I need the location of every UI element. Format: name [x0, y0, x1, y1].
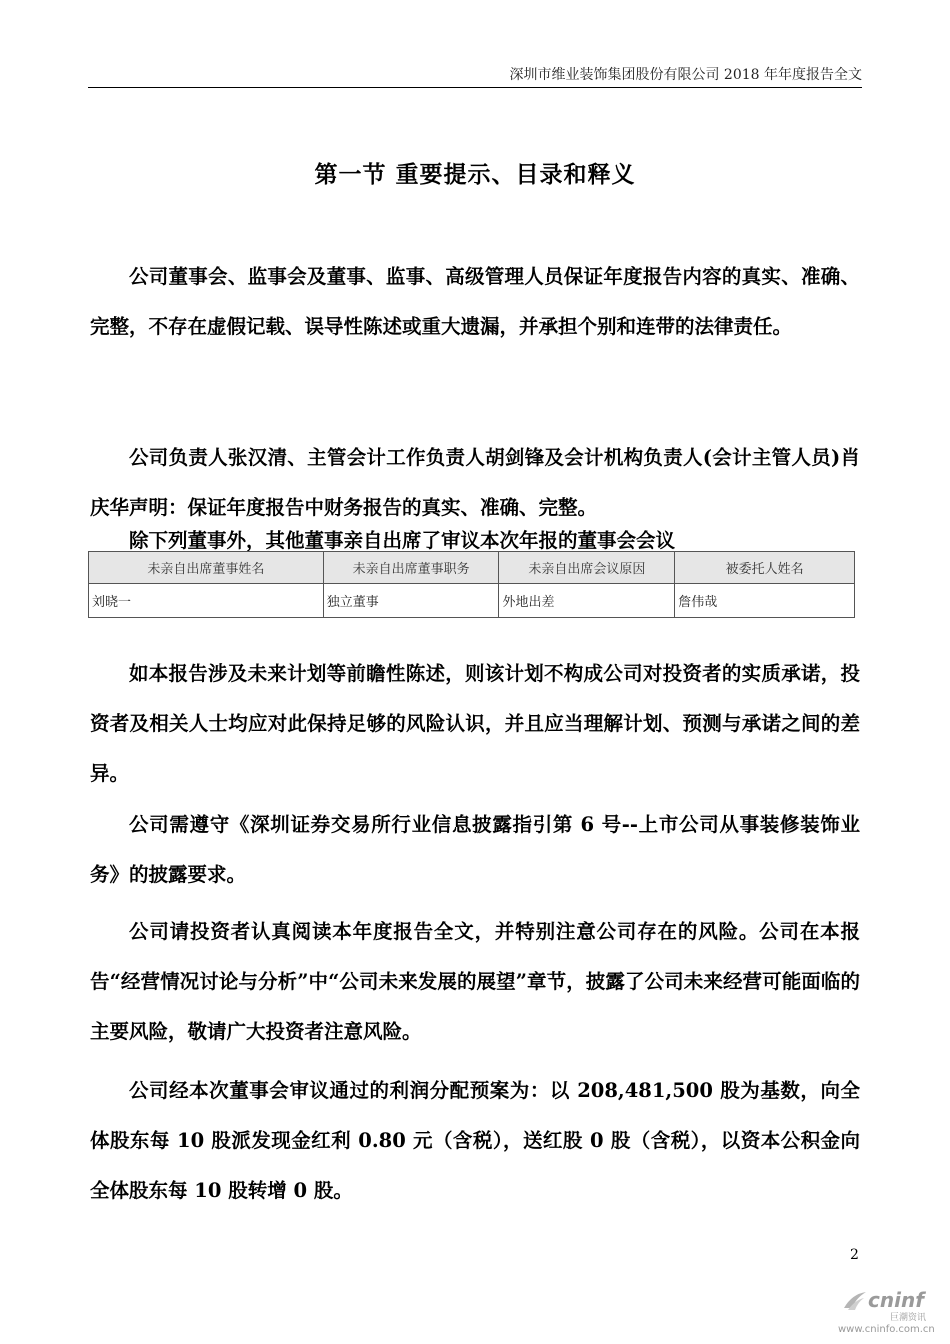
table-cell: 刘晓一	[89, 584, 324, 618]
absent-directors-table	[88, 551, 855, 618]
logo-url: www.cninfo.com.cn	[838, 1324, 935, 1335]
paragraph-risk-notice: 公司请投资者认真阅读本年度报告全文，并特别注意公司存在的风险。公司在本报告“经营情况讨论与分析”中“公司未来发展的展望”章节，披露了公司未来经营可能面临的主要风险，敬请广大投资者注意风险。	[90, 919, 860, 1043]
logo-brand: cninf	[868, 1288, 924, 1312]
table-header-cell: 未亲自出席董事姓名	[89, 552, 324, 584]
table-header-cell: 未亲自出席会议原因	[499, 552, 675, 584]
table-header-cell: 未亲自出席董事职务	[323, 552, 499, 584]
paragraph-forward-looking: 如本报告涉及未来计划等前瞻性陈述，则该计划不构成公司对投资者的实质承诺，投资者及相关人士均应对此保持足够的风险认识，并且应当理解计划、预测与承诺之间的差异。	[90, 661, 860, 785]
section-title: 第一节 重要提示、目录和释义	[314, 162, 636, 188]
paragraph-absent-directors: 除下列董事外，其他董事亲自出席了审议本次年报的董事会会议	[129, 528, 676, 552]
header-rule	[88, 87, 862, 88]
logo-brand-cn: 巨潮资讯	[890, 1313, 927, 1323]
table-header-row	[89, 552, 855, 584]
paragraph-responsible-persons: 公司负责人张汉清、主管会计工作负责人胡剑锋及会计机构负责人(会计主管人员)肖庆华声明：保证年度报告中财务报告的真实、准确、完整。	[90, 445, 860, 519]
table-cell: 詹伟哉	[675, 584, 855, 618]
paragraph-profit-distribution: 公司经本次董事会审议通过的利润分配预案为：以 208,481,500 股为基数，向全体股东每 10 股派发现金红利 0.80 元（含税），送红股 0 股（含税），以资本公积金向全体股东每 10 股转增 0 股。	[90, 1078, 860, 1202]
running-header: 深圳市维业装饰集团股份有限公司 2018 年年度报告全文	[509, 67, 862, 83]
table-row	[89, 584, 855, 618]
page-number: 2	[850, 1247, 859, 1263]
paragraph-disclosure-guideline: 公司需遵守《深圳证券交易所行业信息披露指引第 6 号--上市公司从事装修装饰业务》的披露要求。	[90, 812, 860, 886]
paragraph-board-guarantee: 公司董事会、监事会及董事、监事、高级管理人员保证年度报告内容的真实、准确、完整，不存在虚假记载、误导性陈述或重大遗漏，并承担个别和连带的法律责任。	[90, 264, 860, 338]
cninfo-logo	[838, 1288, 946, 1340]
table-cell: 外地出差	[499, 584, 675, 618]
table-header-cell: 被委托人姓名	[675, 552, 855, 584]
table-cell: 独立董事	[323, 584, 499, 618]
cninfo-wing-icon	[842, 1290, 868, 1312]
